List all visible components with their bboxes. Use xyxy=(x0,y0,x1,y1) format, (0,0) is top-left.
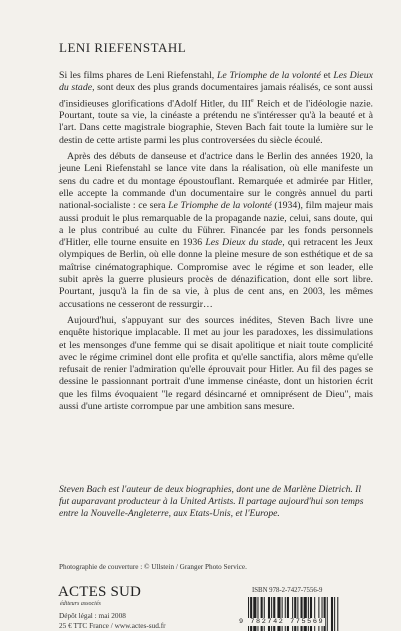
publisher-tagline: éditeurs associés xyxy=(60,601,101,607)
publisher-logo: ACTES SUD xyxy=(58,584,142,600)
legal-info xyxy=(59,611,166,630)
blurb-paragraph-1: Si les films phares de Leni Riefenstahl, Le Triomphe de la volonté et Les Dieux du stade, sont deux des plus grands documentaires jamais réalisés, ce sont aussi d'insidieuses glorifications d'Adolf Hitler, du IIIe Reich et de l'idéologie nazie. Pourtant, toute sa vie, la cinéaste a prétendu ne s'intéresser qu'à la beauté et à l'art. Dans cette magistrale biographie, Steven Bach fait toute la lumière sur le destin de cette artiste parmi les plus controversées du siècle écoulé. xyxy=(59,70,374,146)
price: 25 € TTC France / www.actes-sud.fr xyxy=(59,620,166,630)
film-title: Le Triomphe de la volonté xyxy=(168,200,272,212)
photo-credits: Photographie de couverture : © Ullstein / Granger Photo Service. xyxy=(59,563,247,571)
film-title: Les Dieux du stade xyxy=(205,237,283,249)
blurb xyxy=(59,70,373,417)
blurb-paragraph-2: Après des débuts de danseuse et d'actrice dans le Berlin des années 1920, la jeune Leni Riefenstahl se lance vite dans la réalisation, où elle manifeste un sens du cadre et du montage époustouflant. Remarquée et admirée par Hitler, elle accepte la commande d'un documentaire sur le congrès annuel du parti national-socialiste : ce sera Le Triomphe de la volonté (1934), film majeur mais aussi produit le plus remarquable de la propagande nazie, celui, sans doute, qui a le plus contribué au culte du Führer. Financée par les fonds personnels d'Hitler, elle tourne ensuite en 1936 Les Dieux du stade, qui retracent les Jeux olympiques de Berlin, où elle donne la pleine mesure de son esthétique et de sa maîtrise cinématographique. Compromise avec le régime et son leader, elle subit après la guerre plusieurs procès de dénazification, dont elle sort libre. Pourtant, jusqu'à la fin de sa vie, à plus de cent ans, en 2003, les mêmes accusations ne cesseront de ressurgir… xyxy=(59,151,373,310)
author-bio: Steven Bach est l'auteur de deux biographies, dont une de Marlène Dietrich. Il fut auparavant producteur à la United Artists. Il partage aujourd'hui son temps entre la Nouvelle-Angleterre, aux Etats-Unis, et l'Europe. xyxy=(59,484,364,520)
film-title: Le Triomphe de la volonté xyxy=(216,70,321,81)
film-title: Les Dieux du stade xyxy=(59,70,374,94)
blurb-paragraph-3: Aujourd'hui, s'appuyant sur des sources inédites, Steven Bach livre une enquête historique implacable. Il met au jour les paradoxes, les dissimulations et les mensonges d'une femme qui se disait apolitique et niait toute complicité avec le régime criminel dont elle profita et qu'elle sanctifia, alors même qu'elle refusait de renier l'admiration qu'elle éprouvait pour Hitler. Au fil des pages se dessine le passionnant portrait d'une immense cinéaste, dont un historien écrit que les films évoquaient "le regard désincarné et omniprésent de Dieu", mais aussi d'une artiste corrompue par une ambition sans mesure. xyxy=(59,314,373,412)
book-title: LENI RIEFENSTAHL xyxy=(59,40,187,55)
depot-legal: Dépôt légal : mai 2008 xyxy=(59,611,126,620)
isbn-label: ISBN 978-2-7427-7556-9 xyxy=(252,587,323,594)
barcode-digits: 9 782742 775569 xyxy=(239,618,325,626)
